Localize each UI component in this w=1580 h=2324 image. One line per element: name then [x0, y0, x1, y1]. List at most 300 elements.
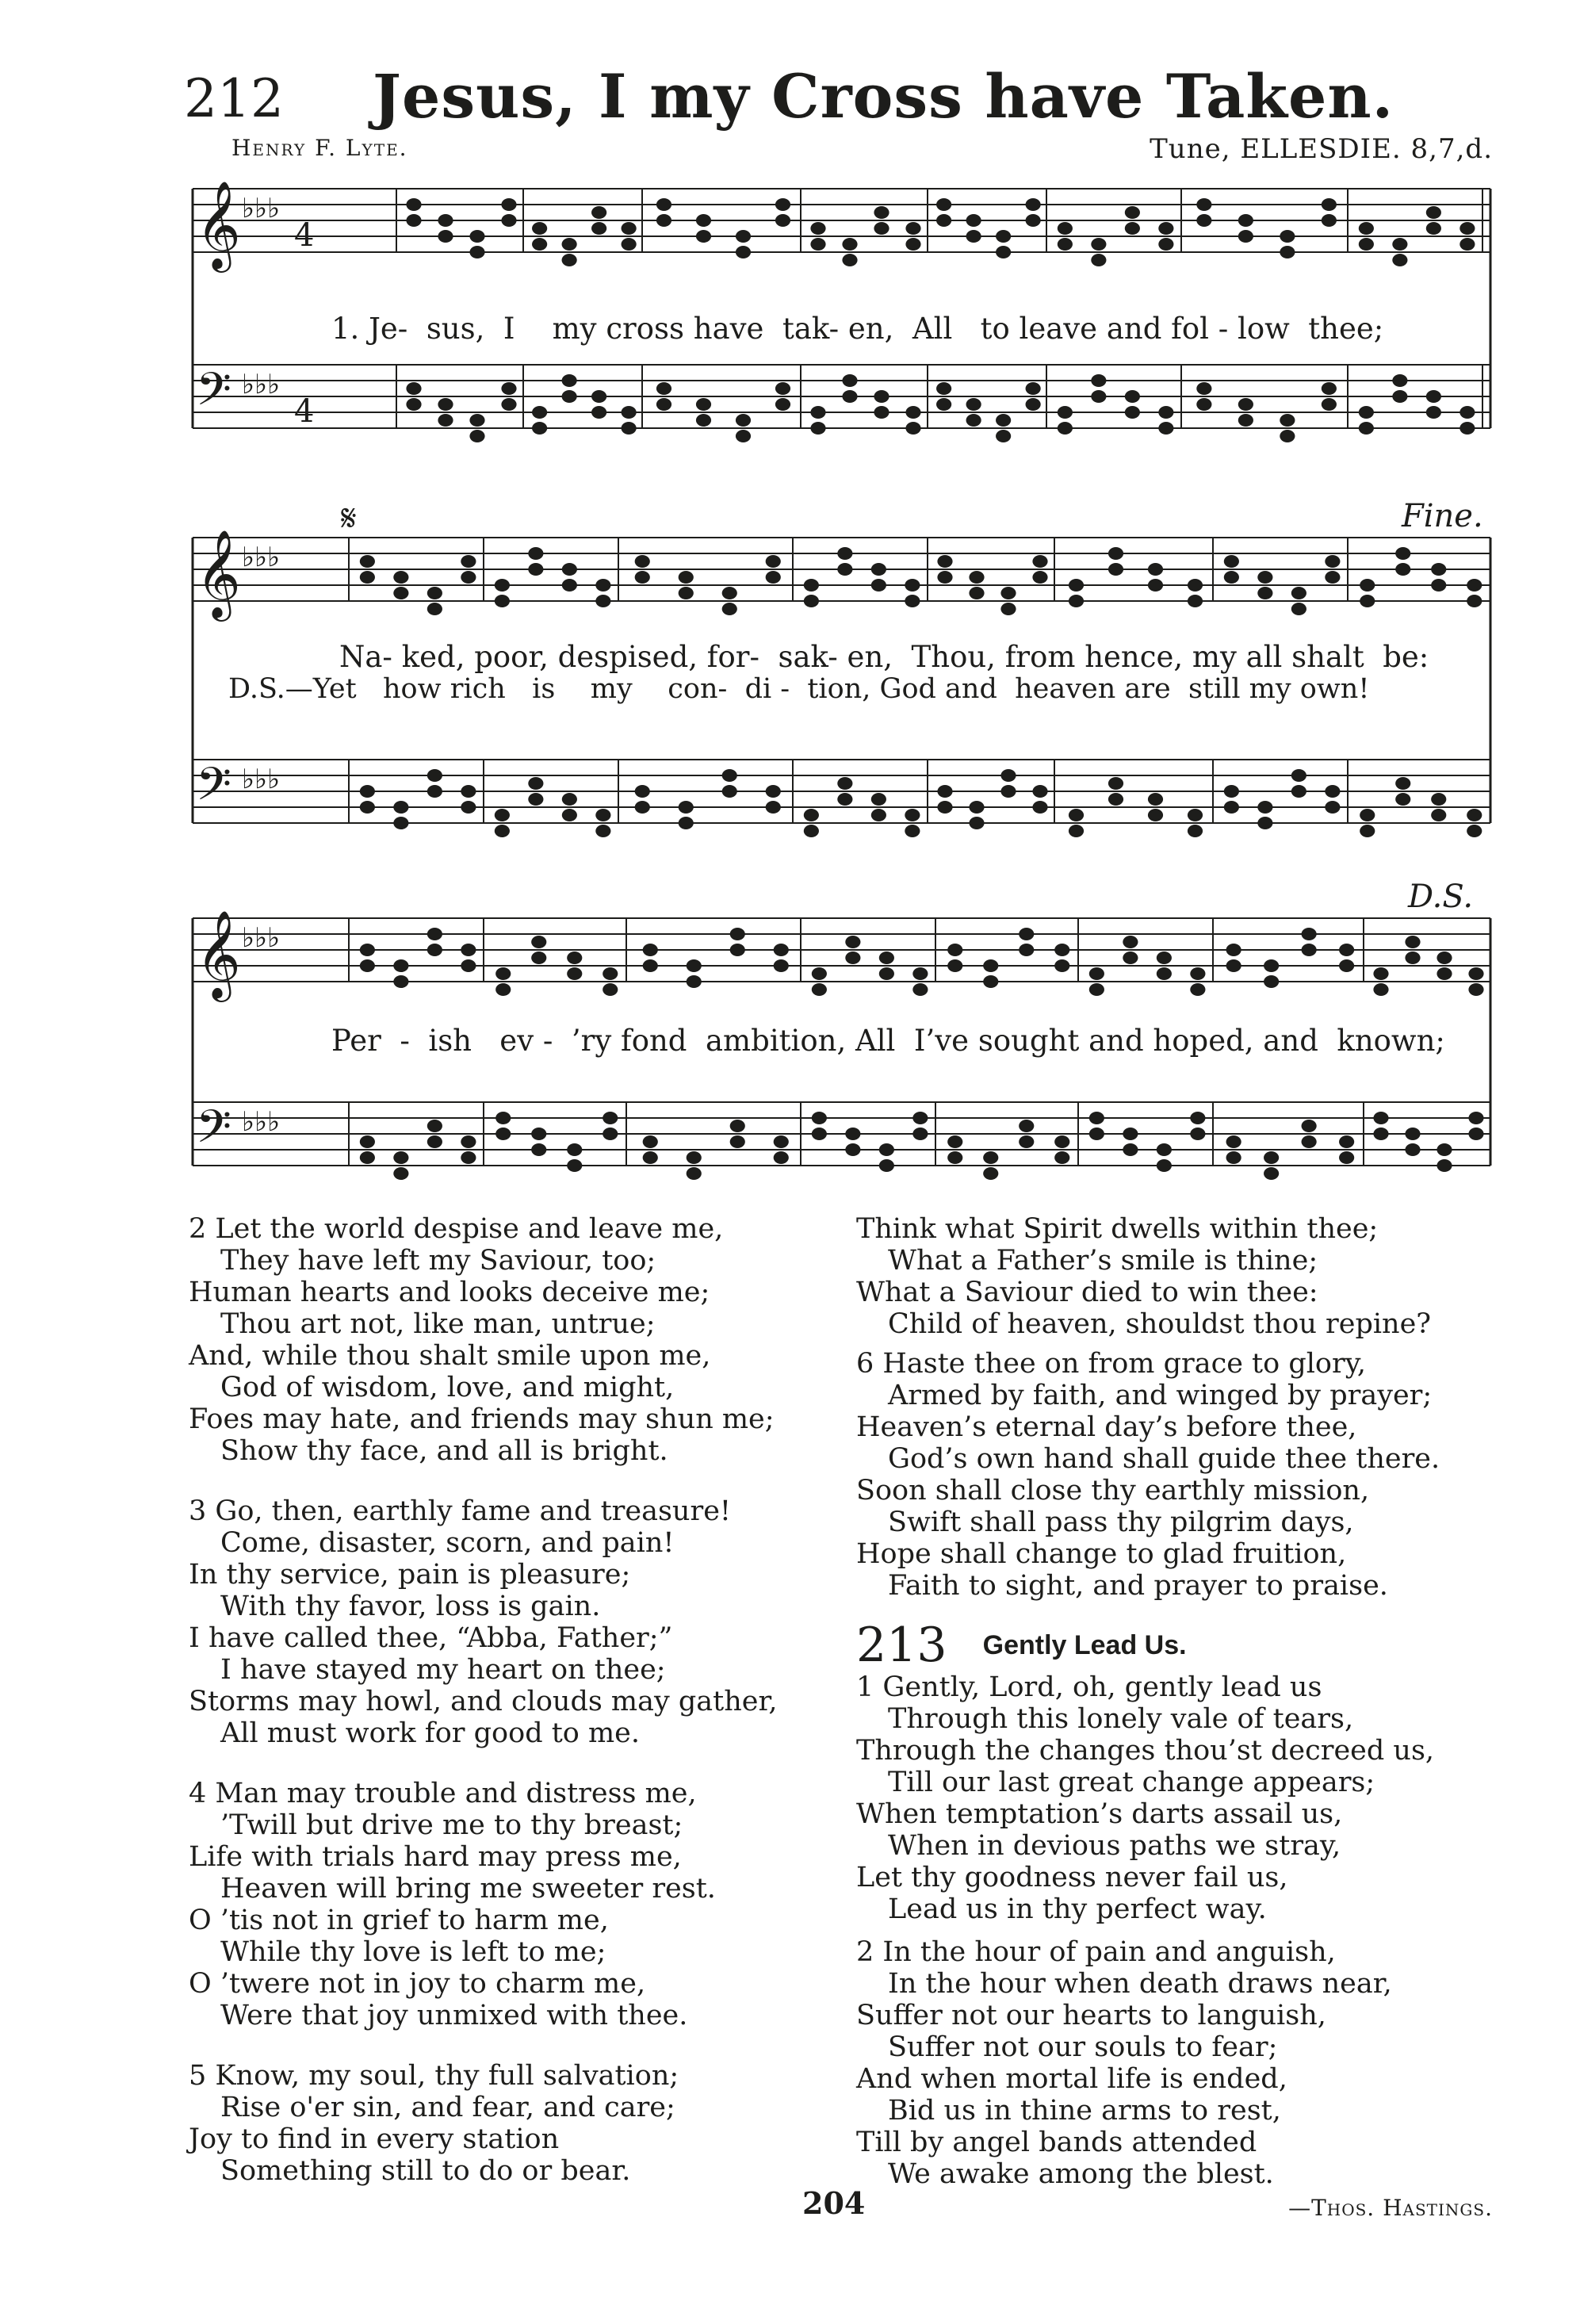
- bass-clef: 𝄢: [196, 362, 232, 427]
- note-head: [1000, 603, 1016, 615]
- note-head: [1089, 1112, 1104, 1124]
- note-head: [905, 825, 920, 837]
- note-head: [1091, 238, 1106, 251]
- note-head: [603, 983, 618, 996]
- note-head: [591, 222, 606, 235]
- verse-line: Lead us in thy perfect way.: [888, 1893, 1267, 1925]
- verse-line: With thy favor, loss is gain.: [220, 1591, 601, 1622]
- verse-line: We awake among the blest.: [888, 2158, 1274, 2190]
- note-head: [406, 382, 421, 395]
- note-head: [406, 398, 421, 411]
- verse-line: Something still to do or bear.: [220, 2155, 631, 2187]
- note-head: [1392, 374, 1407, 387]
- lyric-line-1: 1. Je- sus, I my cross have tak- en, All to leave and fol - low thee;: [331, 312, 1384, 346]
- note-head: [1359, 406, 1374, 419]
- page-number: 204: [802, 2185, 866, 2221]
- note-head: [696, 414, 711, 427]
- verse-line: 1 Gently, Lord, oh, gently lead us: [856, 1671, 1322, 1703]
- verse-3: [189, 1495, 847, 1778]
- note-head: [603, 1112, 618, 1124]
- treble-clef: 𝄞: [196, 909, 241, 998]
- verse-line: While thy love is left to me;: [220, 1936, 606, 1968]
- hymn-213-heading: [856, 1618, 1187, 1673]
- note-head: [1188, 825, 1203, 837]
- note-head: [804, 825, 819, 837]
- note-head: [603, 967, 618, 980]
- note-head: [969, 571, 984, 584]
- note-head: [766, 785, 781, 798]
- note-head: [1322, 214, 1337, 227]
- note-head: [1392, 238, 1407, 251]
- verse-2: [189, 1213, 847, 1495]
- note-head: [1257, 801, 1272, 814]
- note-head: [1437, 1159, 1452, 1172]
- note-head: [936, 382, 951, 395]
- note-head: [643, 944, 658, 956]
- note-head: [1426, 390, 1441, 403]
- note-head: [1467, 579, 1482, 592]
- note-head: [936, 198, 951, 211]
- verse-line: Heaven will bring me sweeter rest.: [220, 1873, 716, 1905]
- note-head: [1325, 555, 1340, 568]
- note-head: [996, 414, 1011, 427]
- note-head: [427, 944, 442, 956]
- note-head: [528, 547, 543, 560]
- fine-mark: Fine.: [1402, 498, 1483, 534]
- note-head: [1459, 222, 1475, 235]
- note-head: [1431, 563, 1446, 576]
- note-head: [635, 785, 650, 798]
- note-head: [936, 398, 951, 411]
- note-head: [937, 555, 952, 568]
- note-head: [1089, 967, 1104, 980]
- note-head: [1360, 579, 1375, 592]
- note-head: [360, 785, 375, 798]
- verse-line: Till our last great change appears;: [888, 1767, 1375, 1798]
- note-head: [461, 1135, 476, 1148]
- note-head: [1280, 246, 1295, 258]
- note-head: [531, 1128, 546, 1140]
- hymn-213-number: 213: [856, 1618, 947, 1673]
- note-head: [562, 390, 577, 403]
- note-head: [1190, 1112, 1205, 1124]
- note-head: [1468, 983, 1483, 996]
- note-head: [947, 959, 962, 972]
- note-head: [531, 1143, 546, 1156]
- note-head: [1058, 222, 1073, 235]
- verse-line: O ’tis not in grief to harm me,: [189, 1905, 609, 1936]
- note-head: [1000, 587, 1016, 599]
- note-head: [871, 579, 886, 592]
- note-head: [696, 214, 711, 227]
- note-head: [469, 430, 484, 442]
- verse-line: God’s own hand shall guide thee there.: [888, 1443, 1440, 1475]
- note-head: [567, 951, 582, 964]
- note-head: [591, 406, 606, 419]
- note-head: [1054, 1151, 1069, 1164]
- note-head: [969, 801, 984, 814]
- note-head: [1302, 1135, 1317, 1148]
- note-head: [427, 785, 442, 798]
- note-head: [1091, 254, 1106, 266]
- note-head: [1431, 809, 1446, 821]
- note-head: [1190, 1128, 1205, 1140]
- note-head: [501, 214, 516, 227]
- note-head: [730, 1135, 745, 1148]
- note-head: [469, 230, 484, 243]
- verse-line: Armed by faith, and winged by prayer;: [888, 1380, 1433, 1411]
- note-head: [1123, 1143, 1138, 1156]
- note-head: [438, 398, 453, 411]
- note-head: [1395, 793, 1410, 806]
- note-head: [1431, 579, 1446, 592]
- note-head: [1157, 951, 1172, 964]
- note-head: [1123, 1128, 1138, 1140]
- note-head: [495, 967, 511, 980]
- note-head: [1459, 406, 1475, 419]
- note-head: [842, 238, 857, 251]
- note-head: [874, 390, 889, 403]
- note-head: [1224, 555, 1239, 568]
- note-head: [495, 825, 510, 837]
- note-head: [595, 825, 610, 837]
- note-head: [495, 983, 511, 996]
- key-signature: ♭♭♭: [242, 193, 281, 224]
- treble-clef: 𝄞: [196, 529, 241, 618]
- note-head: [1238, 214, 1253, 227]
- note-head: [495, 809, 510, 821]
- verse-line: I have stayed my heart on thee;: [220, 1654, 666, 1686]
- note-head: [947, 1135, 962, 1148]
- note-head: [1468, 1128, 1483, 1140]
- verse-line: 3 Go, then, earthly fame and treasure!: [189, 1495, 731, 1527]
- note-head: [1339, 944, 1354, 956]
- verse-line: Rise o'er sin, and fear, and care;: [220, 2092, 675, 2123]
- bass-clef: 𝄢: [196, 757, 232, 822]
- note-head: [810, 422, 825, 435]
- verse-line: Till by angel bands attended: [856, 2127, 1257, 2158]
- note-head: [562, 809, 577, 821]
- note-head: [393, 801, 408, 814]
- hymn-number: 212: [184, 68, 284, 129]
- note-head: [1157, 1143, 1172, 1156]
- hymn-title: Jesus, I my Cross have Taken.: [373, 61, 1394, 132]
- note-head: [687, 975, 702, 988]
- note-head: [1373, 1112, 1388, 1124]
- note-head: [1224, 571, 1239, 584]
- note-head: [1405, 951, 1420, 964]
- note-head: [837, 547, 852, 560]
- note-head: [1190, 983, 1205, 996]
- note-head: [591, 390, 606, 403]
- verse-line: 2 Let the world despise and leave me,: [189, 1213, 724, 1245]
- note-head: [1125, 390, 1140, 403]
- note-head: [1302, 1120, 1317, 1132]
- note-head: [562, 238, 577, 251]
- verse-5: [189, 2060, 847, 2187]
- note-head: [1257, 587, 1272, 599]
- note-head: [1373, 1128, 1388, 1140]
- key-signature: ♭♭♭: [242, 369, 281, 400]
- note-head: [1405, 1128, 1420, 1140]
- note-head: [1291, 785, 1306, 798]
- note-head: [1032, 801, 1047, 814]
- note-head: [1089, 983, 1104, 996]
- note-head: [595, 579, 610, 592]
- note-head: [1339, 1135, 1354, 1148]
- note-head: [393, 975, 408, 988]
- verse-line: What a Saviour died to win thee:: [856, 1277, 1318, 1308]
- note-head: [595, 595, 610, 607]
- note-head: [879, 967, 894, 980]
- note-head: [775, 398, 790, 411]
- note-head: [983, 1167, 998, 1180]
- note-head: [393, 817, 408, 829]
- note-head: [1437, 967, 1452, 980]
- note-head: [1359, 222, 1374, 235]
- hymn-213-verses: [856, 1671, 1506, 2190]
- note-head: [1019, 1135, 1034, 1148]
- note-head: [947, 944, 962, 956]
- note-head: [1108, 777, 1123, 790]
- note-head: [810, 238, 825, 251]
- note-head: [912, 1128, 928, 1140]
- note-head: [687, 1167, 702, 1180]
- note-head: [532, 406, 547, 419]
- note-head: [656, 214, 671, 227]
- verse-line: What a Father’s smile is thine;: [888, 1245, 1318, 1277]
- note-head: [1426, 222, 1441, 235]
- note-head: [874, 206, 889, 219]
- note-head: [969, 587, 984, 599]
- note-head: [679, 571, 694, 584]
- note-head: [643, 1135, 658, 1148]
- note-head: [936, 214, 951, 227]
- note-head: [1373, 967, 1388, 980]
- treble-clef: 𝄞: [196, 180, 241, 269]
- note-head: [1322, 398, 1337, 411]
- note-head: [736, 414, 751, 427]
- note-head: [812, 983, 827, 996]
- note-head: [1058, 406, 1073, 419]
- note-head: [1224, 801, 1239, 814]
- verse-line: And when mortal life is ended,: [856, 2063, 1287, 2095]
- verse-line: All must work for good to me.: [220, 1717, 641, 1749]
- note-head: [722, 603, 737, 615]
- note-head: [656, 198, 671, 211]
- note-head: [461, 1151, 476, 1164]
- note-head: [912, 983, 928, 996]
- note-head: [774, 959, 789, 972]
- note-head: [1019, 1120, 1034, 1132]
- note-head: [1280, 430, 1295, 442]
- note-head: [1026, 198, 1041, 211]
- note-head: [1431, 793, 1446, 806]
- note-head: [495, 1112, 511, 1124]
- note-head: [842, 374, 857, 387]
- note-head: [804, 595, 819, 607]
- note-head: [1108, 547, 1123, 560]
- lyric-line-3: Per - ish ev - ’ry fond ambition, All I’ve sought and hoped, and known;: [331, 1024, 1445, 1058]
- note-head: [871, 793, 886, 806]
- note-head: [1125, 222, 1140, 235]
- note-head: [427, 769, 442, 782]
- note-head: [1226, 1151, 1241, 1164]
- note-head: [643, 1151, 658, 1164]
- note-head: [393, 1151, 408, 1164]
- note-head: [845, 936, 860, 948]
- verse-line: Show thy face, and all is bright.: [220, 1435, 668, 1467]
- note-head: [722, 587, 737, 599]
- note-head: [722, 785, 737, 798]
- note-head: [438, 414, 453, 427]
- note-head: [562, 579, 577, 592]
- note-head: [730, 928, 745, 940]
- note-head: [1123, 936, 1138, 948]
- note-head: [1158, 406, 1173, 419]
- key-signature: ♭♭♭: [242, 542, 281, 573]
- verse-line: Human hearts and looks deceive me;: [189, 1277, 710, 1308]
- note-head: [643, 959, 658, 972]
- note-head: [736, 430, 751, 442]
- note-head: [810, 406, 825, 419]
- note-head: [845, 951, 860, 964]
- note-head: [495, 579, 510, 592]
- note-head: [1054, 944, 1069, 956]
- verse-line: ’Twill but drive me to thy breast;: [220, 1809, 683, 1841]
- note-head: [812, 1112, 827, 1124]
- note-head: [871, 563, 886, 576]
- note-head: [1405, 936, 1420, 948]
- note-head: [1264, 975, 1279, 988]
- note-head: [969, 817, 984, 829]
- note-head: [562, 793, 577, 806]
- note-head: [360, 555, 375, 568]
- note-head: [495, 1128, 511, 1140]
- note-head: [406, 214, 421, 227]
- note-head: [1226, 944, 1241, 956]
- note-head: [775, 382, 790, 395]
- note-head: [1069, 809, 1084, 821]
- note-head: [874, 406, 889, 419]
- hymn-213-verse-2: [856, 1936, 1506, 2190]
- note-head: [766, 801, 781, 814]
- note-head: [1395, 547, 1410, 560]
- verse-line: Swift shall pass thy pilgrim days,: [888, 1507, 1354, 1538]
- note-head: [774, 944, 789, 956]
- verse-line: 6 Haste thee on from grace to glory,: [856, 1348, 1366, 1380]
- lyric-line-ds: D.S.—Yet how rich is my con- di - tion, God and heaven are still my own!: [228, 673, 1370, 705]
- note-head: [1089, 1128, 1104, 1140]
- verse-line: Thou art not, like man, untrue;: [220, 1308, 656, 1340]
- note-head: [912, 1112, 928, 1124]
- note-head: [1405, 1143, 1420, 1156]
- note-head: [1291, 603, 1306, 615]
- note-head: [730, 1120, 745, 1132]
- hymn-213-title: Gently Lead Us.: [982, 1629, 1187, 1660]
- verse-line: Bid us in thine arms to rest,: [888, 2095, 1281, 2127]
- verse-line: Foes may hate, and friends may shun me;: [189, 1403, 775, 1435]
- note-head: [1148, 579, 1163, 592]
- note-head: [427, 587, 442, 599]
- note-head: [1325, 785, 1340, 798]
- verse-line: Life with trials hard may press me,: [189, 1841, 682, 1873]
- note-head: [937, 801, 952, 814]
- note-head: [438, 214, 453, 227]
- note-head: [1019, 944, 1034, 956]
- note-head: [871, 809, 886, 821]
- note-head: [360, 1151, 375, 1164]
- note-head: [461, 571, 476, 584]
- note-head: [804, 579, 819, 592]
- verse-line: Think what Spirit dwells within thee;: [856, 1213, 1379, 1245]
- note-head: [1264, 1167, 1279, 1180]
- note-head: [687, 1151, 702, 1164]
- note-head: [1091, 374, 1106, 387]
- note-head: [461, 959, 476, 972]
- note-head: [983, 1151, 998, 1164]
- note-head: [996, 430, 1011, 442]
- note-head: [1108, 563, 1123, 576]
- note-head: [879, 1143, 894, 1156]
- note-head: [532, 238, 547, 251]
- note-head: [774, 1135, 789, 1148]
- note-head: [635, 555, 650, 568]
- note-head: [1054, 959, 1069, 972]
- note-head: [1190, 967, 1205, 980]
- note-head: [905, 595, 920, 607]
- composer-credit: —Thos. Hastings.: [1288, 2195, 1493, 2221]
- note-head: [1188, 595, 1203, 607]
- note-head: [461, 555, 476, 568]
- note-head: [679, 817, 694, 829]
- note-head: [656, 398, 671, 411]
- note-head: [595, 809, 610, 821]
- note-head: [1257, 817, 1272, 829]
- note-head: [1325, 571, 1340, 584]
- note-head: [1157, 967, 1172, 980]
- note-head: [812, 1128, 827, 1140]
- note-head: [812, 967, 827, 980]
- note-head: [947, 1151, 962, 1164]
- key-signature: ♭♭♭: [242, 764, 281, 795]
- note-head: [837, 777, 852, 790]
- note-head: [1108, 793, 1123, 806]
- note-head: [622, 406, 637, 419]
- note-head: [469, 414, 484, 427]
- bass-clef: 𝄢: [196, 1100, 232, 1165]
- note-head: [1325, 801, 1340, 814]
- note-head: [1157, 1159, 1172, 1172]
- note-head: [1360, 595, 1375, 607]
- note-head: [837, 793, 852, 806]
- note-head: [567, 967, 582, 980]
- note-head: [1158, 222, 1173, 235]
- verse-6: [856, 1348, 1506, 1602]
- note-head: [495, 595, 510, 607]
- note-head: [1226, 1135, 1241, 1148]
- verse-line: Faith to sight, and prayer to praise.: [888, 1570, 1388, 1602]
- note-head: [1224, 785, 1239, 798]
- note-head: [1091, 390, 1106, 403]
- note-head: [1264, 959, 1279, 972]
- note-head: [656, 382, 671, 395]
- note-head: [1032, 571, 1047, 584]
- note-head: [1000, 769, 1016, 782]
- note-head: [775, 198, 790, 211]
- note-head: [531, 936, 546, 948]
- note-head: [562, 254, 577, 266]
